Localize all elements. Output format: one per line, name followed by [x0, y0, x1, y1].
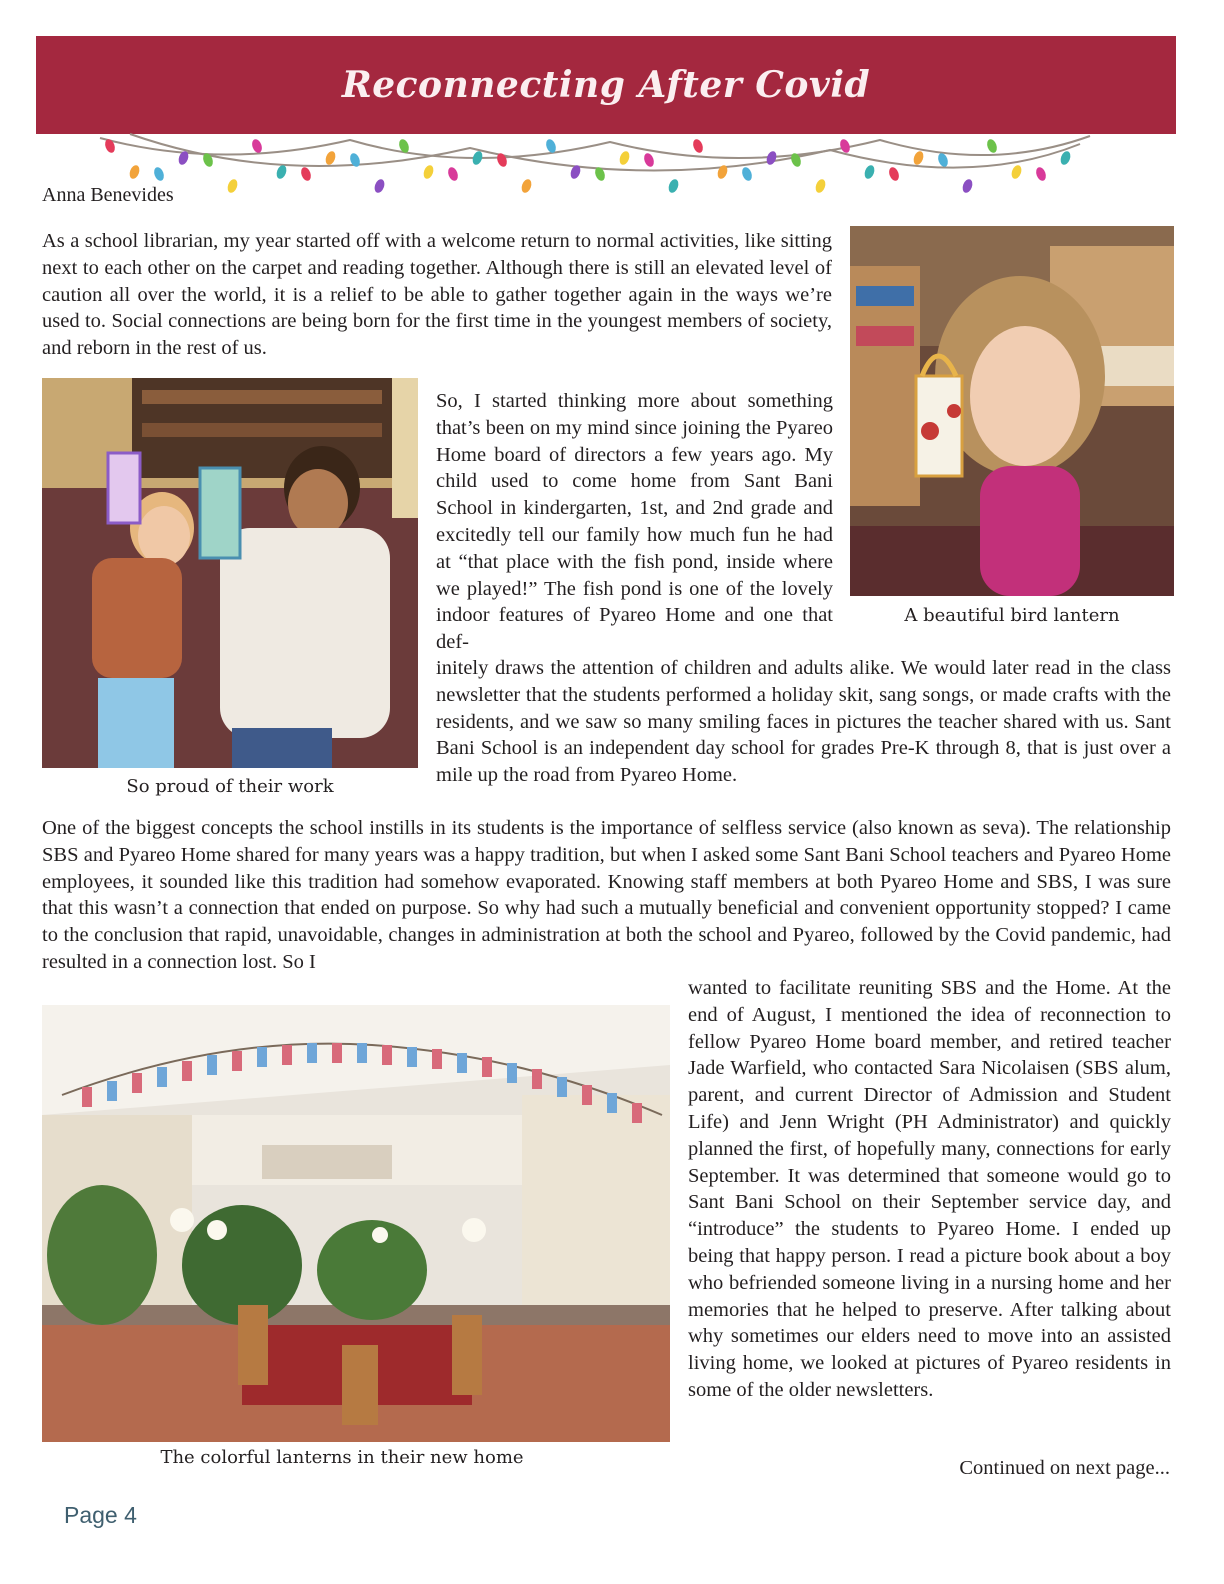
light-bulb-icon [814, 178, 827, 194]
light-bulb-icon [765, 150, 778, 166]
paragraph-2-wide: initely draws the attention of children and adults alike. We would later read in the class newsletter that the students performed a holiday skit, sang songs, or made crafts with the residents, and we saw so many smiling faces in pictures the teacher shared with us. Sant Bani School is an independent day school for grades Pre-K through 8, that is just over a mile up the road from Pyareo Home. [436, 657, 1171, 787]
girl-lantern-photo [850, 226, 1174, 596]
light-bulb-icon [1059, 150, 1072, 166]
light-bulb-icon [1010, 164, 1023, 180]
atrium-photo-caption: The colorful lanterns in their new home [160, 1447, 524, 1468]
light-bulb-icon [642, 152, 655, 168]
light-bulb-icon [863, 164, 876, 180]
light-bulb-icon [520, 178, 533, 194]
intro-paragraph: As a school librarian, my year started off with a welcome return to normal activities, like sitting next to each other on the carpet and reading together. Although there is still an elevated level of caution all over the world, it is a relief to be able to gather together again in the ways we’re used to. Social connections are being born for the first time in the youngest members of society, and reborn in the rest of us. [42, 230, 832, 360]
light-bulb-icon [152, 166, 165, 182]
light-bulb-icon [128, 164, 141, 180]
author-name: Anna Benevides [42, 184, 174, 206]
light-bulb-icon [961, 178, 974, 194]
atrium-photo [42, 1005, 670, 1442]
light-bulb-icon [422, 164, 435, 180]
light-bulb-icon [667, 178, 680, 194]
continued-notice: Continued on next page... [959, 1457, 1170, 1479]
boys-photo-caption: So proud of their work [126, 776, 334, 797]
light-bulb-icon [250, 138, 263, 154]
light-bulb-icon [324, 150, 337, 166]
light-bulb-icon [912, 150, 925, 166]
light-bulb-icon [446, 166, 459, 182]
girl-photo-caption: A beautiful bird lantern [904, 605, 1120, 626]
light-bulb-icon [887, 166, 900, 182]
page-title: Reconnecting After Covid [341, 64, 871, 106]
title-banner [36, 36, 1176, 134]
paragraph-3-full: One of the biggest concepts the school instills in its students is the importance of selfless service (also known as seva). The relationship SBS and Pyareo Home shared for many years was a happy tradition, but when I asked some Sant Bani School teachers and Pyareo Home employees, it sounded like this tradition had somehow evaporated. Knowing staff members at both Pyareo Home and SBS, I was sure that this wasn’t a connection that ended on purpose. So why had such a mutually beneficial and convenient opportunity stopped? I came to the conclusion that rapid, unavoidable, changes in administration at both the school and Pyareo, followed by the Covid pandemic, had resulted in a connection lost. So I [42, 817, 1171, 973]
string-lights-decoration [90, 130, 1100, 205]
light-bulb-icon [618, 150, 631, 166]
page-number: Page 4 [64, 1502, 137, 1528]
light-bulb-icon [275, 164, 288, 180]
light-bulb-icon [985, 138, 998, 154]
light-bulb-icon [691, 138, 704, 154]
light-bulb-icon [1034, 166, 1047, 182]
light-bulb-icon [226, 178, 239, 194]
light-bulb-icon [373, 178, 386, 194]
light-bulb-icon [299, 166, 312, 182]
paragraph-3-narrow: wanted to facilitate reuniting SBS and the Home. At the end of August, I mentioned the idea of reconnection to fellow Pyareo Home board member, and retired teacher Jade Warfield, who contacted Sara Nicolaisen (SBS alum, parent, and current Director of Admission and Student Life) and Jenn Wright (PH Administrator) and quickly planned the first, of hopefully many, connections for early September. It was determined that someone would go to Sant Bani School on their September service day, and “introduce” the students to Pyareo Home. I ended up being that happy person. I read a picture book about a boy who befriended someone living in a nursing home and her memories that he helped to preserve. After talking about why sometimes our elders need to move into an assisted living home, we looked at pictures of Pyareo residents in some of the older newsletters. [688, 977, 1171, 1401]
light-bulb-icon [471, 150, 484, 166]
light-bulb-icon [740, 166, 753, 182]
boys-lanterns-photo [42, 378, 418, 768]
paragraph-2-narrow: So, I started thinking more about something that’s been on my mind since joining the Pyareo Home board of directors a few years ago. My child used to come home from Sant Bani School in kindergarten, 1st, and 2nd grade and excitedly tell our family how much fun he had at “that place with the fish pond, inside where we played!” The fish pond is one of the lovely indoor features of Pyareo Home and one that def- [436, 390, 833, 654]
